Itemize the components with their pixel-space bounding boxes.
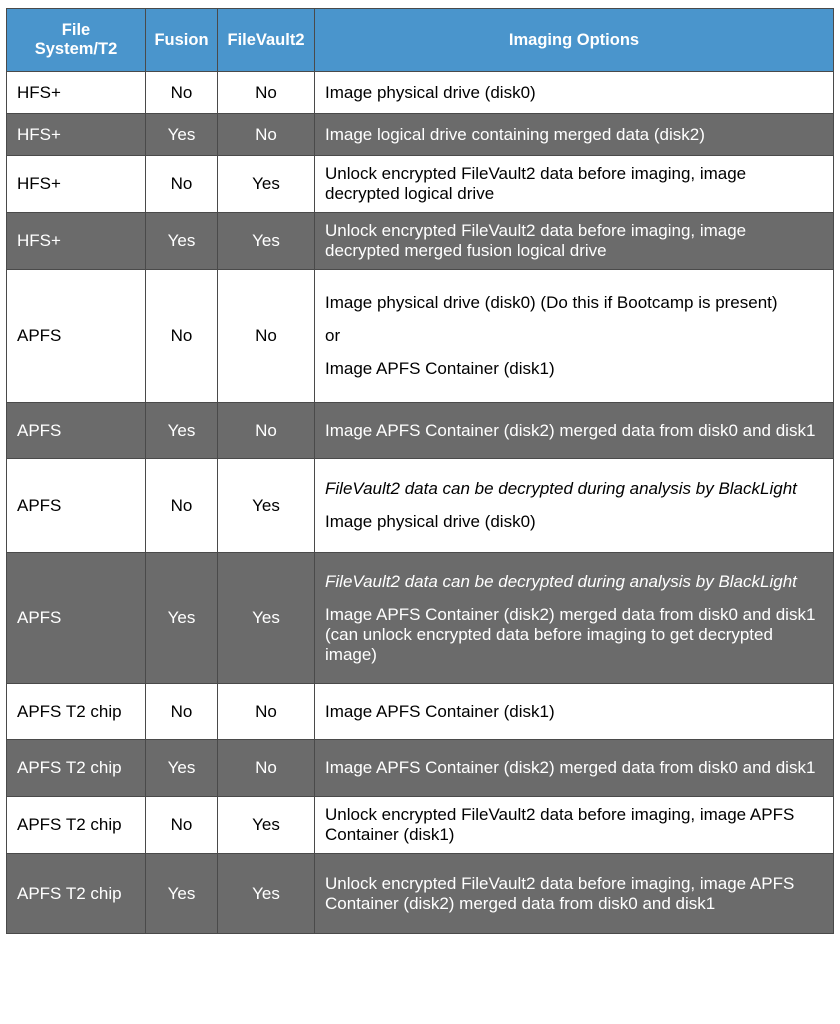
table-row xyxy=(7,72,834,114)
cell-fusion: Yes xyxy=(146,740,218,797)
imaging-option-text: Image physical drive (disk0) xyxy=(325,512,536,531)
table-row xyxy=(7,459,834,553)
header-fusion: Fusion xyxy=(146,9,218,72)
cell-file-system: APFS T2 chip xyxy=(7,684,146,740)
cell-imaging-options xyxy=(315,854,834,934)
cell-filevault2: Yes xyxy=(218,459,315,553)
cell-fusion: Yes xyxy=(146,213,218,270)
cell-filevault2: No xyxy=(218,740,315,797)
cell-filevault2: Yes xyxy=(218,213,315,270)
cell-fusion: No xyxy=(146,270,218,403)
table-header xyxy=(7,9,834,72)
imaging-option-text: Unlock encrypted FileVault2 data before imaging, image decrypted logical drive xyxy=(325,164,747,203)
cell-file-system: APFS xyxy=(7,403,146,459)
cell-file-system: APFS T2 chip xyxy=(7,797,146,854)
cell-filevault2: No xyxy=(218,72,315,114)
cell-file-system: HFS+ xyxy=(7,72,146,114)
imaging-option-text: or xyxy=(325,326,341,345)
cell-imaging-options xyxy=(315,553,834,684)
imaging-option-text: FileVault2 data can be decrypted during analysis by BlackLight xyxy=(325,479,797,498)
imaging-option-text: Image APFS Container (disk1) xyxy=(325,701,555,721)
cell-imaging-options xyxy=(315,740,834,797)
header-filevault2: FileVault2 xyxy=(218,9,315,72)
cell-file-system: APFS T2 chip xyxy=(7,854,146,934)
cell-fusion: Yes xyxy=(146,403,218,459)
cell-fusion: Yes xyxy=(146,854,218,934)
table-row xyxy=(7,403,834,459)
table-body xyxy=(7,72,834,934)
cell-fusion: Yes xyxy=(146,114,218,156)
header-row xyxy=(7,9,834,72)
cell-imaging-options xyxy=(315,156,834,213)
cell-imaging-options xyxy=(315,114,834,156)
table-row xyxy=(7,114,834,156)
cell-imaging-options xyxy=(315,72,834,114)
cell-filevault2: No xyxy=(218,270,315,403)
table-row xyxy=(7,740,834,797)
cell-filevault2: Yes xyxy=(218,553,315,684)
cell-filevault2: No xyxy=(218,684,315,740)
cell-imaging-options xyxy=(315,797,834,854)
cell-file-system: APFS xyxy=(7,270,146,403)
table-row xyxy=(7,270,834,403)
cell-filevault2: Yes xyxy=(218,797,315,854)
cell-file-system: APFS xyxy=(7,553,146,684)
table-row xyxy=(7,156,834,213)
imaging-option-text: Unlock encrypted FileVault2 data before imaging, image APFS Container (disk1) xyxy=(325,805,795,844)
imaging-option-text: Image physical drive (disk0) xyxy=(325,82,536,102)
imaging-option-text: FileVault2 data can be decrypted during analysis by BlackLight xyxy=(325,571,797,591)
cell-file-system: APFS T2 chip xyxy=(7,740,146,797)
cell-imaging-options xyxy=(315,459,834,553)
cell-filevault2: Yes xyxy=(218,854,315,934)
imaging-option-text: Image APFS Container (disk2) merged data from disk0 and disk1 xyxy=(325,758,816,777)
imaging-option-text: Image physical drive (disk0) (Do this if Bootcamp is present) xyxy=(325,293,778,312)
cell-fusion: No xyxy=(146,72,218,114)
cell-imaging-options xyxy=(315,684,834,740)
header-file-system: File System/T2 xyxy=(7,9,146,72)
cell-fusion: No xyxy=(146,797,218,854)
cell-fusion: No xyxy=(146,156,218,213)
table-row xyxy=(7,854,834,934)
cell-fusion: No xyxy=(146,684,218,740)
cell-filevault2: No xyxy=(218,403,315,459)
cell-file-system: HFS+ xyxy=(7,213,146,270)
cell-fusion: Yes xyxy=(146,553,218,684)
cell-filevault2: Yes xyxy=(218,156,315,213)
cell-file-system: HFS+ xyxy=(7,156,146,213)
imaging-options-table-container xyxy=(6,8,833,934)
cell-fusion: No xyxy=(146,459,218,553)
imaging-option-text: Image APFS Container (disk1) xyxy=(325,359,555,378)
cell-file-system: APFS xyxy=(7,459,146,553)
table-row xyxy=(7,797,834,854)
cell-file-system: HFS+ xyxy=(7,114,146,156)
cell-filevault2: No xyxy=(218,114,315,156)
imaging-options-table xyxy=(6,8,834,934)
imaging-option-text: Image APFS Container (disk2) merged data from disk0 and disk1 xyxy=(325,420,816,440)
table-row xyxy=(7,684,834,740)
imaging-option-text: Image logical drive containing merged data (disk2) xyxy=(325,124,705,144)
imaging-option-text: Unlock encrypted FileVault2 data before imaging, image APFS Container (disk2) merged data from disk0 and disk1 xyxy=(325,873,795,913)
cell-imaging-options xyxy=(315,403,834,459)
cell-imaging-options xyxy=(315,270,834,403)
table-row xyxy=(7,213,834,270)
cell-imaging-options xyxy=(315,213,834,270)
imaging-option-text: Unlock encrypted FileVault2 data before imaging, image decrypted merged fusion logical drive xyxy=(325,221,747,260)
imaging-option-text: Image APFS Container (disk2) merged data from disk0 and disk1 (can unlock encrypted data before imaging to get decrypted image) xyxy=(325,604,816,664)
table-row xyxy=(7,553,834,684)
header-imaging-options: Imaging Options xyxy=(315,9,834,72)
